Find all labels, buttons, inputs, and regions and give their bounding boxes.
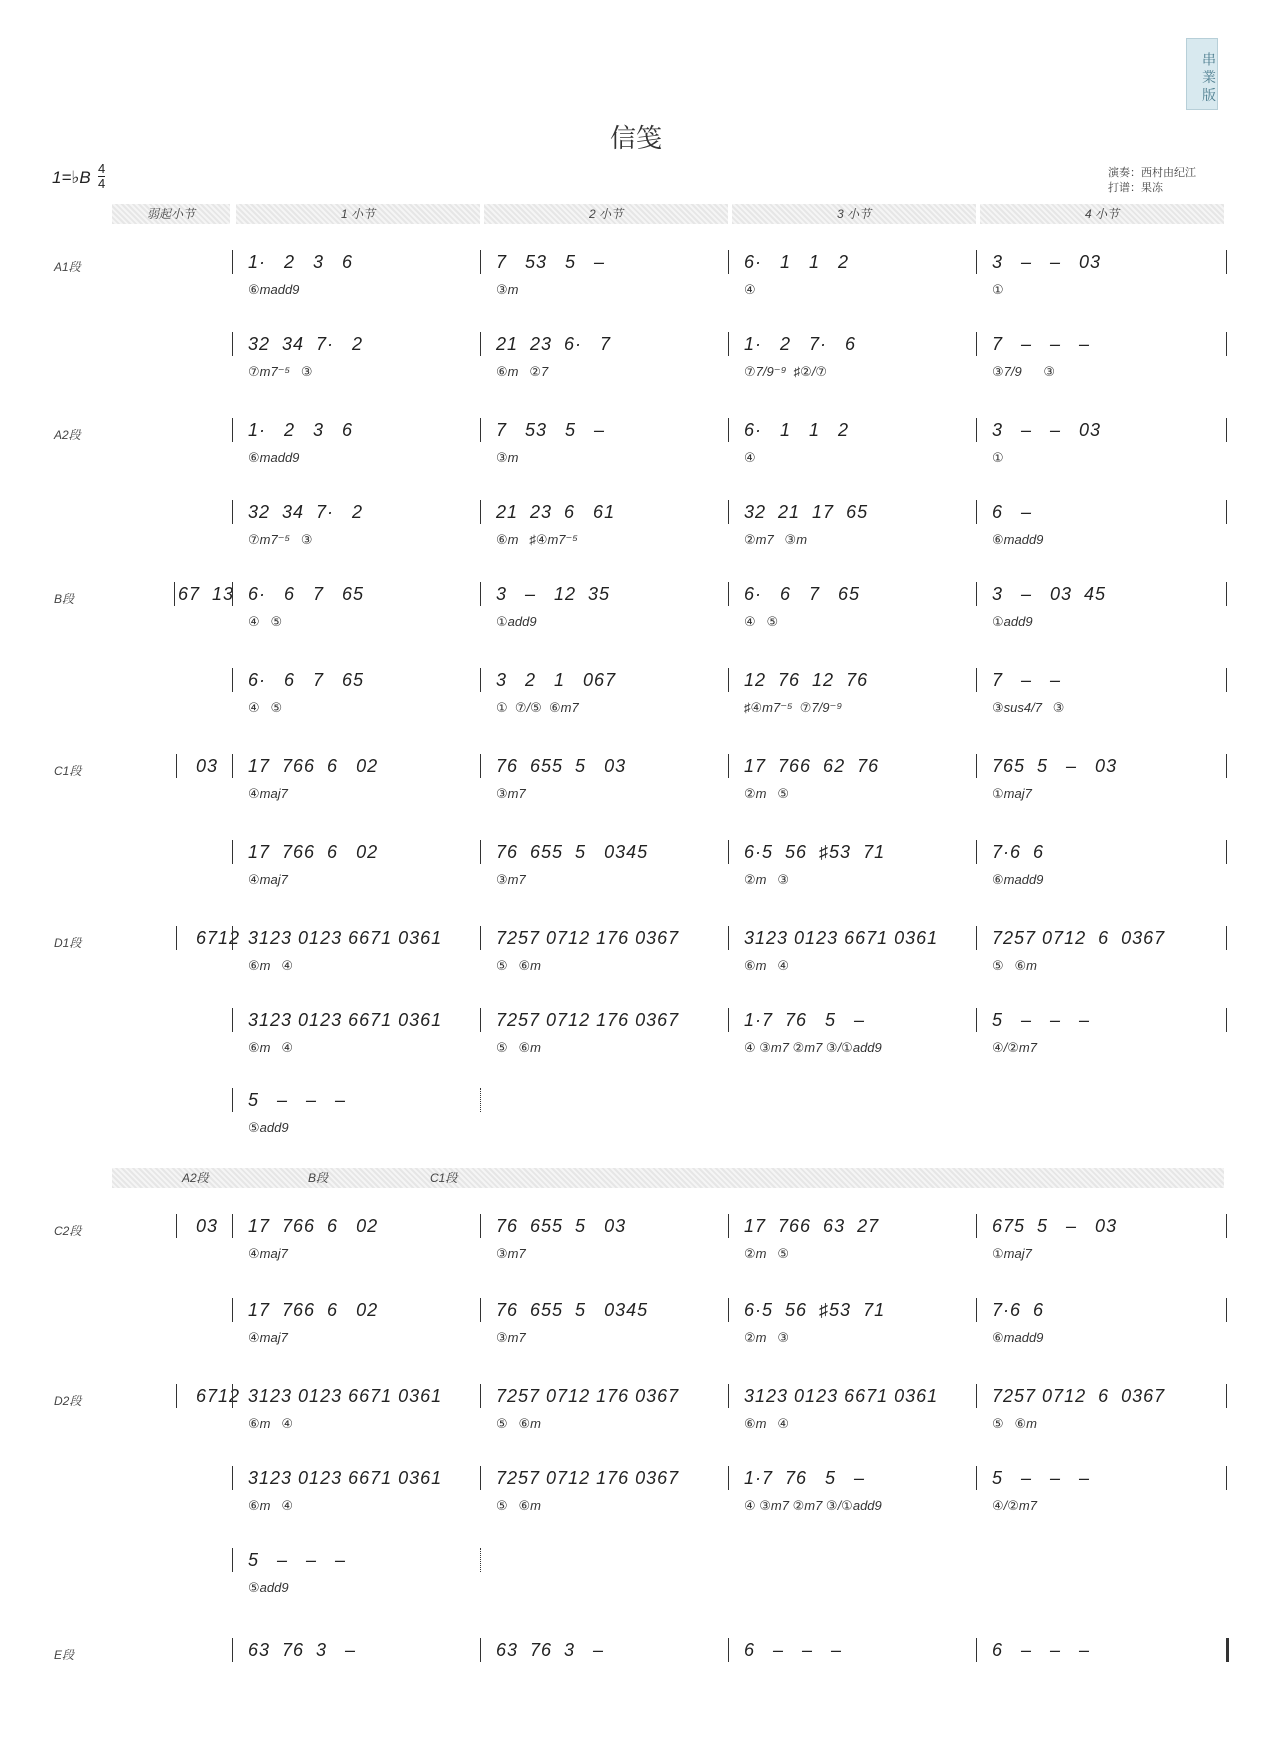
- measure-notes: 675 5 – 03: [992, 1216, 1118, 1236]
- measure-notes: 32 34 7· 2: [248, 334, 364, 354]
- measure-notes: 6 – – –: [992, 1640, 1091, 1660]
- barline: [480, 840, 481, 864]
- score-row: [0, 1214, 1272, 1284]
- measure-chords: ④: [744, 450, 756, 465]
- barline: [1226, 418, 1227, 442]
- measure-notes: 17 766 6 02: [248, 842, 379, 862]
- measure-notes: 3123 0123 6671 0361: [248, 928, 443, 948]
- measure-chords: ④maj7: [248, 786, 288, 801]
- measure-chords: ⑤add9: [248, 1580, 289, 1595]
- barline: [176, 1384, 177, 1408]
- barline: [976, 418, 977, 442]
- barline: [232, 418, 233, 442]
- measure-chords: ④ ⑤: [248, 700, 283, 715]
- header-bar-m2: 2 小节: [484, 204, 728, 224]
- measure-chords: ④/②m7: [992, 1498, 1037, 1513]
- score-row: [0, 1384, 1272, 1454]
- section-bar: [112, 1168, 1224, 1188]
- measure-chords: ⑥m ④: [248, 1040, 293, 1055]
- score-row: [0, 1638, 1272, 1708]
- measure-notes: 1· 2 3 6: [248, 252, 354, 272]
- score-row: [0, 1088, 1272, 1158]
- section-bar-b: B段: [308, 1171, 329, 1185]
- measure-notes: 17 766 6 02: [248, 756, 379, 776]
- score-row: [0, 1466, 1272, 1536]
- measure-notes: 765 5 – 03: [992, 756, 1118, 776]
- measure-chords: ①add9: [992, 614, 1033, 629]
- barline: [728, 1298, 729, 1322]
- key-signature: 1=♭B: [52, 168, 91, 187]
- measure-notes: 7 – –: [992, 670, 1062, 690]
- barline: [232, 582, 233, 606]
- measure-notes: 3 2 1 067: [496, 670, 617, 690]
- measure-chords: ③m7: [496, 1330, 526, 1345]
- measure-notes: 7·6 6: [992, 1300, 1045, 1320]
- measure-chords: ③m7: [496, 872, 526, 887]
- measure-chords: ②m7 ③m: [744, 532, 808, 547]
- measure-notes: 3123 0123 6671 0361: [744, 928, 939, 948]
- barline: [232, 840, 233, 864]
- measure-notes: 32 21 17 65: [744, 502, 869, 522]
- score-row: [0, 840, 1272, 910]
- barline: [1226, 840, 1227, 864]
- measure-notes: 17 766 6 02: [248, 1300, 379, 1320]
- section-label: B段: [54, 592, 75, 606]
- score-row: [0, 332, 1272, 402]
- score-row: [0, 250, 1272, 320]
- measure-notes: 6· 6 7 65: [248, 670, 365, 690]
- barline: [1226, 754, 1227, 778]
- pickup-notes: 67 13: [178, 584, 235, 604]
- barline: [232, 754, 233, 778]
- measure-chords: ④/②m7: [992, 1040, 1037, 1055]
- measure-chords: ⑥m ④: [744, 1416, 789, 1431]
- section-label: A1段: [54, 260, 81, 274]
- measure-chords: ③m: [496, 450, 519, 465]
- score-row: [0, 582, 1272, 652]
- header-bar-pickup: 弱起小节: [112, 204, 230, 224]
- measure-chords: ②m ③: [744, 1330, 789, 1345]
- measure-chords: ⑥m ♯④m7⁻⁵: [496, 532, 578, 547]
- measure-chords: ⑥m ④: [744, 958, 789, 973]
- barline: [480, 418, 481, 442]
- barline: [728, 1384, 729, 1408]
- barline: [976, 1638, 977, 1662]
- barline: [480, 1466, 481, 1490]
- measure-notes: 21 23 6 61: [496, 502, 616, 522]
- barline: [480, 1214, 481, 1238]
- barline: [480, 1548, 481, 1572]
- barline: [480, 250, 481, 274]
- barline: [232, 668, 233, 692]
- measure-notes: 3 – – 03: [992, 252, 1102, 272]
- measure-notes: 1· 2 7· 6: [744, 334, 857, 354]
- barline: [976, 500, 977, 524]
- barline: [976, 1384, 977, 1408]
- measure-notes: 7·6 6: [992, 842, 1045, 862]
- measure-notes: 6·5 56 ♯53 71: [744, 842, 886, 862]
- section-label: A2段: [54, 428, 81, 442]
- measure-notes: 7257 0712 176 0367: [496, 1010, 680, 1030]
- page-title: 信笺: [609, 123, 662, 153]
- barline: [232, 332, 233, 356]
- barline: [232, 1548, 233, 1572]
- measure-notes: 7 53 5 –: [496, 420, 606, 440]
- measure-chords: ⑥madd9: [248, 450, 300, 465]
- measure-notes: 3 – 03 45: [992, 584, 1107, 604]
- barline: [728, 1638, 729, 1662]
- edition-stamp: 串 業 版: [1186, 38, 1218, 110]
- barline: [480, 668, 481, 692]
- barline: [480, 1384, 481, 1408]
- barline: [232, 1638, 233, 1662]
- measure-chords: ③m7: [496, 786, 526, 801]
- barline: [480, 1008, 481, 1032]
- measure-chords: ②m ③: [744, 872, 789, 887]
- barline: [232, 1214, 233, 1238]
- barline: [1226, 1384, 1227, 1408]
- measure-notes: 3 – 12 35: [496, 584, 611, 604]
- measure-notes: 1·7 76 5 –: [744, 1010, 866, 1030]
- measure-chords: ①: [992, 450, 1004, 465]
- barline: [174, 582, 175, 606]
- measure-chords: ⑤add9: [248, 1120, 289, 1135]
- measure-notes: 7257 0712 6 0367: [992, 1386, 1166, 1406]
- measure-chords: ⑥madd9: [992, 532, 1044, 547]
- barline: [176, 926, 177, 950]
- measure-notes: 5 – – –: [248, 1090, 347, 1110]
- measure-chords: ⑤ ⑥m: [992, 958, 1037, 973]
- barline: [1226, 250, 1227, 274]
- score-row: [0, 668, 1272, 738]
- score-row: [0, 1548, 1272, 1618]
- section-bar-a2: A2段: [182, 1171, 209, 1185]
- barline: [728, 926, 729, 950]
- section-label: D2段: [54, 1394, 82, 1408]
- measure-chords: ⑥madd9: [992, 1330, 1044, 1345]
- barline: [176, 754, 177, 778]
- measure-chords: ④maj7: [248, 1246, 288, 1261]
- section-label: C2段: [54, 1224, 82, 1238]
- measure-notes: 63 76 3 –: [248, 1640, 357, 1660]
- measure-chords: ②m ⑤: [744, 1246, 789, 1261]
- measure-chords: ④ ⑤: [744, 614, 779, 629]
- meter-top: 4: [98, 161, 106, 176]
- barline: [728, 418, 729, 442]
- barline: [728, 754, 729, 778]
- measure-notes: 7257 0712 6 0367: [992, 928, 1166, 948]
- barline: [976, 668, 977, 692]
- barline: [1226, 332, 1227, 356]
- barline: [232, 1088, 233, 1112]
- measure-notes: 6· 1 1 2: [744, 252, 850, 272]
- barline: [232, 500, 233, 524]
- measure-notes: 21 23 6· 7: [496, 334, 612, 354]
- barline: [976, 1008, 977, 1032]
- measure-chords: ⑥m ④: [248, 1416, 293, 1431]
- barline: [1226, 926, 1227, 950]
- measure-chords: ④: [744, 282, 756, 297]
- measure-chords: ④ ③m7 ②m7 ③/①add9: [744, 1040, 882, 1055]
- measure-notes: 1· 2 3 6: [248, 420, 354, 440]
- measure-chords: ④ ③m7 ②m7 ③/①add9: [744, 1498, 882, 1513]
- header-bar-m3: 3 小节: [732, 204, 976, 224]
- barline: [728, 668, 729, 692]
- measure-chords: ⑦m7⁻⁵ ③: [248, 364, 313, 379]
- measure-notes: 17 766 6 02: [248, 1216, 379, 1236]
- barline: [480, 582, 481, 606]
- measure-notes: 6 –: [992, 502, 1033, 522]
- score-row: [0, 500, 1272, 570]
- measure-notes: 76 655 5 0345: [496, 842, 649, 862]
- measure-notes: 3123 0123 6671 0361: [248, 1386, 443, 1406]
- measure-chords: ⑥madd9: [992, 872, 1044, 887]
- barline: [232, 926, 233, 950]
- measure-chords: ⑤ ⑥m: [496, 1498, 541, 1513]
- measure-notes: 17 766 62 76: [744, 756, 880, 776]
- measure-chords: ③m7: [496, 1246, 526, 1261]
- barline: [232, 1466, 233, 1490]
- barline: [480, 1088, 481, 1112]
- measure-chords: ①: [992, 282, 1004, 297]
- measure-chords: ①maj7: [992, 1246, 1032, 1261]
- credit-transcriber: 打谱：果冻: [1108, 182, 1163, 194]
- barline: [1226, 1298, 1227, 1322]
- barline: [480, 500, 481, 524]
- measure-notes: 6 – – –: [744, 1640, 843, 1660]
- barline: [976, 1466, 977, 1490]
- measure-chords: ③m: [496, 282, 519, 297]
- measure-chords: ① ⑦/⑤ ⑥m7: [496, 700, 579, 715]
- header-bar-m4: 4 小节: [980, 204, 1224, 224]
- measure-notes: 5 – – –: [248, 1550, 347, 1570]
- barline: [1226, 1008, 1227, 1032]
- measure-chords: ④maj7: [248, 1330, 288, 1345]
- pickup-notes: 6712: [196, 928, 241, 948]
- measure-notes: 76 655 5 03: [496, 1216, 627, 1236]
- barline: [1226, 668, 1227, 692]
- measure-chords: ♯④m7⁻⁵ ⑦7/9⁻⁹: [744, 700, 843, 715]
- barline: [480, 754, 481, 778]
- measure-notes: 3123 0123 6671 0361: [248, 1010, 443, 1030]
- score-row: [0, 1298, 1272, 1368]
- pickup-notes: 03: [196, 756, 219, 776]
- measure-notes: 32 34 7· 2: [248, 502, 364, 522]
- barline: [480, 332, 481, 356]
- measure-notes: 6· 1 1 2: [744, 420, 850, 440]
- section-label: E段: [54, 1648, 75, 1662]
- score-row: [0, 754, 1272, 824]
- measure-chords: ⑤ ⑥m: [496, 958, 541, 973]
- barline: [976, 754, 977, 778]
- barline: [728, 250, 729, 274]
- barline: [728, 1008, 729, 1032]
- score-row: [0, 1008, 1272, 1078]
- barline: [728, 1466, 729, 1490]
- barline: [976, 332, 977, 356]
- measure-chords: ③7/9 ③: [992, 364, 1056, 379]
- measure-notes: 6·5 56 ♯53 71: [744, 1300, 886, 1320]
- barline: [976, 250, 977, 274]
- measure-notes: 76 655 5 0345: [496, 1300, 649, 1320]
- measure-chords: ④ ⑤: [248, 614, 283, 629]
- measure-chords: ③sus4/7 ③: [992, 700, 1065, 715]
- measure-notes: 12 76 12 76: [744, 670, 869, 690]
- measure-chords: ⑤ ⑥m: [496, 1040, 541, 1055]
- barline: [232, 1008, 233, 1032]
- measure-notes: 7257 0712 176 0367: [496, 1468, 680, 1488]
- measure-chords: ①add9: [496, 614, 537, 629]
- pickup-notes: 6712: [196, 1386, 241, 1406]
- measure-notes: 17 766 63 27: [744, 1216, 880, 1236]
- section-label: C1段: [54, 764, 82, 778]
- meter-bottom: 4: [98, 176, 106, 191]
- measure-notes: 7257 0712 176 0367: [496, 1386, 680, 1406]
- barline: [176, 1214, 177, 1238]
- measure-chords: ⑦m7⁻⁵ ③: [248, 532, 313, 547]
- measure-notes: 7 – – –: [992, 334, 1091, 354]
- measure-chords: ⑥m ②7: [496, 364, 549, 379]
- barline: [976, 582, 977, 606]
- section-label: D1段: [54, 936, 82, 950]
- score-row: [0, 926, 1272, 996]
- credits: [1108, 166, 1196, 196]
- barline: [232, 1298, 233, 1322]
- barline: [976, 1214, 977, 1238]
- measure-chords: ④maj7: [248, 872, 288, 887]
- measure-chords: ②m ⑤: [744, 786, 789, 801]
- barline: [232, 1384, 233, 1408]
- barline: [976, 1298, 977, 1322]
- measure-chords: ⑦7/9⁻⁹ ♯②/⑦: [744, 364, 828, 379]
- barline: [976, 840, 977, 864]
- measure-notes: 7 53 5 –: [496, 252, 606, 272]
- barline: [232, 250, 233, 274]
- barline: [1226, 500, 1227, 524]
- measure-notes: 6· 6 7 65: [248, 584, 365, 604]
- measure-notes: 5 – – –: [992, 1010, 1091, 1030]
- measure-notes: 3 – – 03: [992, 420, 1102, 440]
- barline: [1226, 1638, 1229, 1662]
- measure-notes: 6· 6 7 65: [744, 584, 861, 604]
- measure-chords: ①maj7: [992, 786, 1032, 801]
- barline: [728, 500, 729, 524]
- score-row: [0, 418, 1272, 488]
- barline: [1226, 582, 1227, 606]
- barline: [976, 926, 977, 950]
- time-signature: [98, 162, 105, 191]
- barline: [728, 332, 729, 356]
- barline: [480, 926, 481, 950]
- barline: [728, 582, 729, 606]
- barline: [1226, 1214, 1227, 1238]
- measure-notes: 3123 0123 6671 0361: [248, 1468, 443, 1488]
- measure-notes: 63 76 3 –: [496, 1640, 605, 1660]
- pickup-notes: 03: [196, 1216, 219, 1236]
- credit-performer: 演奏：西村由纪江: [1108, 167, 1196, 179]
- measure-chords: ⑥m ④: [248, 1498, 293, 1513]
- measure-notes: 7257 0712 176 0367: [496, 928, 680, 948]
- measure-notes: 3123 0123 6671 0361: [744, 1386, 939, 1406]
- measure-notes: 1·7 76 5 –: [744, 1468, 866, 1488]
- measure-chords: ⑥madd9: [248, 282, 300, 297]
- measure-chords: ⑤ ⑥m: [992, 1416, 1037, 1431]
- measure-notes: 76 655 5 03: [496, 756, 627, 776]
- barline: [480, 1298, 481, 1322]
- barline: [728, 840, 729, 864]
- barline: [480, 1638, 481, 1662]
- barline: [1226, 1466, 1227, 1490]
- barline: [728, 1214, 729, 1238]
- measure-notes: 5 – – –: [992, 1468, 1091, 1488]
- measure-chords: ⑥m ④: [248, 958, 293, 973]
- header-bar-m1: 1 小节: [236, 204, 480, 224]
- section-bar-c1: C1段: [430, 1171, 458, 1185]
- measure-chords: ⑤ ⑥m: [496, 1416, 541, 1431]
